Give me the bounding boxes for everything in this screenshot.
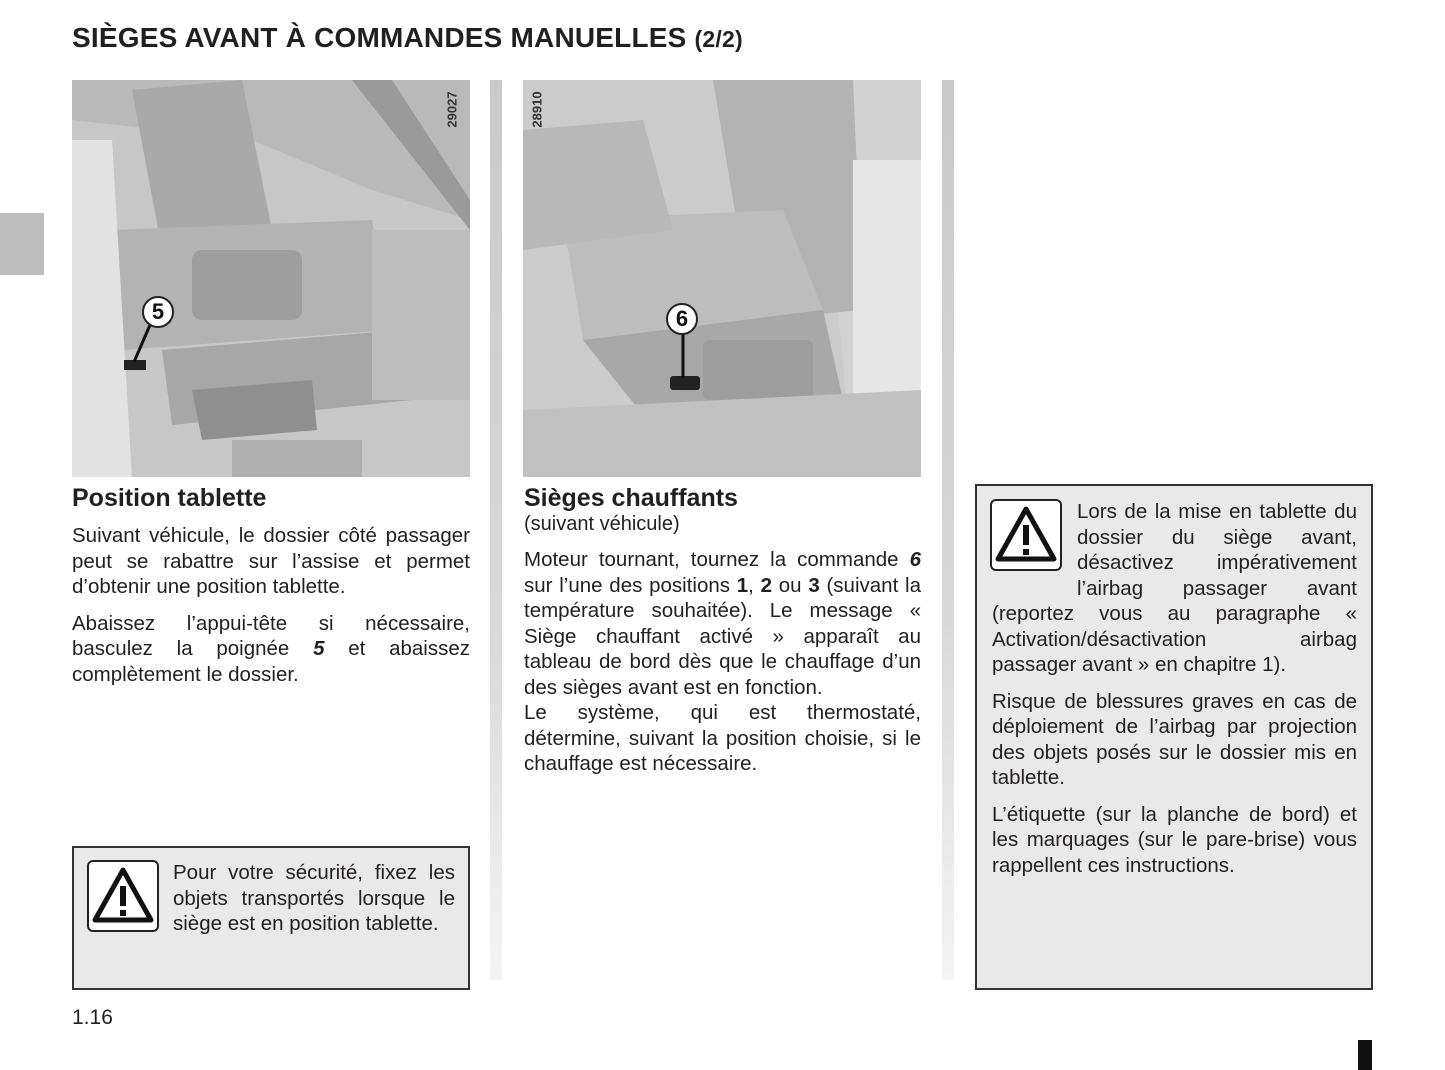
corner-mark	[1358, 1040, 1372, 1070]
seat-illustration-left	[72, 80, 470, 477]
page-number: 1.16	[72, 1006, 113, 1029]
tablet-para-2	[72, 611, 470, 688]
warning-right-para-3: L’étiquette (sur la planche de bord) et les marquages (sur le pare-brise) vous rappellent ces instructions.	[992, 802, 1357, 877]
heated-para-2: Le système, qui est thermostaté, détermine, suivant la position choisie, si le chauffage est nécessaire.	[524, 701, 921, 775]
warning-text-left: Pour votre sécurité, fixez les objets transportés lorsque le siège est en position tablette.	[173, 861, 455, 935]
section-heated-seats	[524, 484, 921, 777]
warning-text-right	[992, 499, 1357, 889]
photo-tablet-position	[72, 80, 470, 477]
heated-p1-pos2: 2	[760, 573, 773, 597]
warning-box-right	[975, 484, 1373, 990]
heated-p1-pos3: 3	[808, 573, 820, 597]
seat-illustration-middle	[523, 80, 921, 477]
column-separator-2	[942, 80, 954, 980]
section-tablet-position	[72, 484, 470, 698]
heated-p1-pos1: 1	[736, 573, 749, 597]
heated-p1-c: ,	[748, 573, 761, 597]
heated-p1-b: sur l’une des positions	[524, 573, 737, 597]
tablet-para-2-b: et abaissez complètement le dossier.	[72, 637, 470, 686]
warning-icon-left	[87, 860, 159, 932]
chapter-tab	[0, 213, 44, 275]
tablet-body	[72, 523, 470, 687]
photo-code-middle: 28910	[529, 91, 545, 128]
warning-right-para-1: Lors de la mise en tablette du dossier du siège avant, désactivez impérativement l’airbag passager avant (reportez vous au paragraphe « Activation/désactivation airbag passager avant » en chapitre 1).	[992, 500, 1357, 676]
heading-sieges-chauffants: Sièges chauffants	[524, 484, 738, 512]
page-title-main: SIÈGES AVANT À COMMANDES MANUELLES	[72, 22, 687, 53]
column-separator-1	[490, 80, 502, 980]
warning-float-spacer	[992, 499, 1077, 585]
heated-body	[524, 547, 921, 777]
callout-6: 6	[666, 303, 698, 335]
heated-p1-ref: 6	[909, 548, 921, 571]
callout-5: 5	[142, 296, 174, 328]
page-title-suffix: (2/2)	[694, 26, 743, 52]
tablet-para-2-a: Abaissez l’appui-tête si nécessaire, basculez la poignée	[72, 611, 470, 660]
photo-code-left: 29027	[444, 91, 460, 128]
heated-p1-d: ou	[772, 573, 809, 597]
photo-heated-seats	[523, 80, 921, 477]
heated-p1-e: (suivant la température souhaitée). Le message « Siège chauffant activé » apparaît au tableau de bord dès que le chauffage d’un des sièges avant est en fonction.	[524, 573, 921, 699]
warning-right-para-2: Risque de blessures graves en cas de déploiement de l’airbag par projection des objets posés sur le dossier mis en tablette.	[992, 689, 1357, 789]
subheading-suivant-vehicule: (suivant véhicule)	[524, 513, 680, 535]
heated-p1-a: Moteur tournant, tournez la commande	[524, 548, 910, 571]
tablet-para-2-ref: 5	[313, 637, 325, 660]
heading-position-tablette: Position tablette	[72, 484, 267, 512]
page-title	[72, 22, 743, 54]
heated-para-1	[524, 547, 921, 700]
warning-box-left	[72, 846, 470, 990]
tablet-para-1: Suivant véhicule, le dossier côté passager peut se rabattre sur l’assise et permet d’obtenir une position tablette.	[72, 524, 470, 598]
